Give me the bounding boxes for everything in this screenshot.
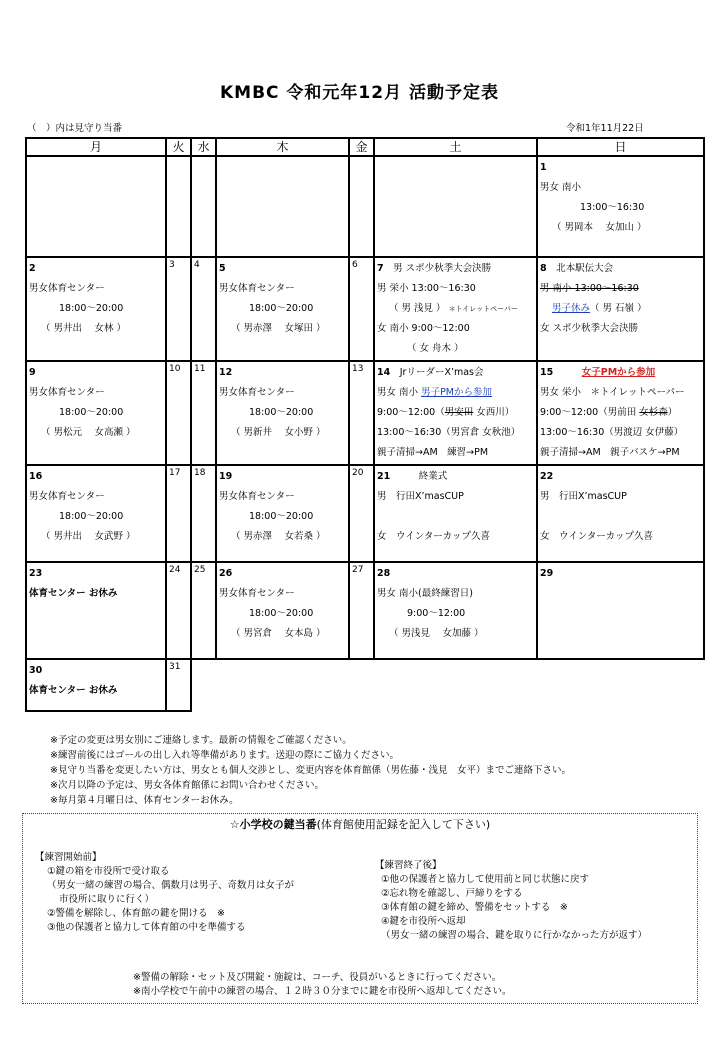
event-title: 終業式 — [418, 471, 448, 482]
day-number: 15 — [540, 367, 554, 378]
week-row-1 — [26, 156, 704, 257]
day-number: 28 — [377, 568, 391, 579]
day-cell — [191, 156, 216, 257]
day-number: 20 — [352, 468, 364, 478]
day-cell — [216, 156, 349, 257]
day-cell-20 — [349, 465, 374, 562]
issue-date: 令和1年11月22日 — [566, 123, 644, 134]
event-title: 北本駅伝大会 — [556, 263, 614, 274]
event-line: 男女体育センター — [29, 283, 105, 294]
day-number: 17 — [169, 468, 181, 478]
day-cell-23 — [26, 562, 166, 659]
day-number: 22 — [540, 471, 554, 482]
event-time: 13:00〜16:30（男渡辺 女伊藤） — [540, 427, 684, 438]
duty-note: （ ）内は見守り当番 — [27, 123, 123, 134]
event-line: 女 南小 9:00〜12:00 — [377, 323, 470, 334]
event-duty: （ 男新井 女小野 ） — [231, 427, 326, 438]
day-cell-31 — [166, 659, 191, 711]
week-row-4 — [26, 465, 704, 562]
day-number: 26 — [219, 568, 233, 579]
day-number: 4 — [194, 260, 200, 270]
footnote-line: ※南小学校で午前中の練習の場合、１２時３０分までに鍵を市役所へ返却してください。 — [133, 986, 512, 997]
day-cell-7 — [374, 257, 537, 361]
event-line: 女 スポ少秋季大会決勝 — [540, 323, 639, 334]
before-step: ③他の保護者と協力して体育館の中を準備する — [47, 922, 246, 933]
duty-cancelled: 女杉森 — [639, 407, 668, 418]
key-duty-footnotes — [133, 971, 511, 999]
after-step: （男女一緒の練習の場合、鍵を取りに行かなかった方が返す） — [381, 930, 648, 941]
weekday-mon: 月 — [26, 138, 166, 156]
day-number: 1 — [540, 162, 547, 173]
event-duty: （ 女 舟木 ） — [407, 343, 464, 354]
weekday-sun: 日 — [537, 138, 704, 156]
day-number: 2 — [29, 263, 36, 274]
note-line: ※練習前後にはゴールの出し入れ等準備があります。送迎の際にご協力ください。 — [50, 750, 400, 761]
event-note: ＊トイレットペーパー — [448, 305, 518, 313]
event-duty: （ 男松元 女高瀬 ） — [41, 427, 136, 438]
event-line: 男女体育センター — [219, 588, 295, 599]
event-line: 女 ウインターカップ久喜 — [377, 531, 491, 542]
footnote-line: ※警備の解除・セット及び開錠・施錠は、コーチ、役員がいるときに行ってください。 — [133, 972, 502, 983]
day-cell-15 — [537, 361, 704, 465]
blank-cell — [349, 659, 374, 711]
event-time: 18:00〜20:00 — [249, 303, 314, 314]
event-line: 男女 栄小 ＊トイレットペーパー — [540, 387, 685, 398]
day-cell — [26, 156, 166, 257]
note-line: ※予定の変更は男女別にご連絡します。最新の情報をご確認ください。 — [50, 735, 352, 746]
before-step: ①鍵の箱を市役所で受け取る — [47, 866, 170, 877]
before-practice — [35, 851, 294, 935]
closed-notice: 体育センター お休み — [29, 588, 118, 599]
day-number: 24 — [169, 565, 181, 575]
day-cell-8 — [537, 257, 704, 361]
event-line: 親子清掃→AM 練習→PM — [377, 447, 489, 458]
weekday-thu: 木 — [216, 138, 349, 156]
day-cell-1 — [537, 156, 704, 257]
boys-off-label: 男子休み — [552, 303, 591, 314]
day-number: 6 — [352, 260, 358, 270]
event-line: 男 行田X’masCUP — [540, 491, 627, 502]
day-cell-30 — [26, 659, 166, 711]
after-step: ③体育館の鍵を締め、警備をセットする ※ — [381, 902, 568, 913]
event-duty: （ 男岡本 女加山 ） — [552, 222, 647, 233]
key-duty-title-bold: ☆小学校の鍵当番 — [229, 818, 317, 831]
girls-pm-label: 女子PMから参加 — [581, 367, 656, 378]
day-number: 19 — [219, 471, 233, 482]
event-line: 女 ウインターカップ久喜 — [540, 531, 654, 542]
day-number: 25 — [194, 565, 206, 575]
day-number: 29 — [540, 568, 554, 579]
event-duty: （ 男浅見 女加藤 ） — [389, 628, 484, 639]
event-duty: （ 男井出 女武野 ） — [41, 531, 136, 542]
blank-cell — [537, 659, 704, 711]
event-duty: （ 男 浅見 ） — [389, 303, 446, 314]
after-step: ②忘れ物を確認し、戸締りをする — [381, 888, 523, 899]
week-row-6 — [26, 659, 704, 711]
day-cell-25 — [191, 562, 216, 659]
day-cell-19 — [216, 465, 349, 562]
event-time: 18:00〜20:00 — [59, 511, 124, 522]
boys-pm-label: 男子PMから参加 — [421, 387, 492, 398]
key-duty-title — [23, 816, 697, 832]
day-number: 16 — [29, 471, 43, 482]
day-cell-12 — [216, 361, 349, 465]
week-row-5 — [26, 562, 704, 659]
weekday-wed: 水 — [191, 138, 216, 156]
day-cell-5 — [216, 257, 349, 361]
event-time: 9:00〜12:00 — [407, 608, 466, 619]
event-line: 男女 南小 — [540, 182, 582, 193]
day-number: 5 — [219, 263, 226, 274]
day-number: 30 — [29, 665, 43, 676]
event-duty: （ 男井出 女林 ） — [41, 323, 127, 334]
day-number: 7 — [377, 263, 384, 274]
event-line: 男女体育センター — [219, 283, 295, 294]
blank-cell — [191, 659, 216, 711]
note-line: ※毎月第４月曜日は、体育センターお休み。 — [50, 795, 239, 806]
event-line: 親子清掃→AM 親子バスケ→PM — [540, 447, 680, 458]
event-duty: （ 男宮倉 女本島 ） — [231, 628, 326, 639]
day-cell-4 — [191, 257, 216, 361]
day-cell-28 — [374, 562, 537, 659]
event-duty: （ 男 石嶺 ） — [590, 303, 647, 314]
event-time: 18:00〜20:00 — [59, 407, 124, 418]
day-number: 12 — [219, 367, 233, 378]
day-cell-18 — [191, 465, 216, 562]
closed-notice: 体育センター お休み — [29, 685, 118, 696]
day-cell-16 — [26, 465, 166, 562]
before-step: 市役所に取りに行く） — [59, 894, 155, 905]
day-cell-9 — [26, 361, 166, 465]
event-line: 男女体育センター — [29, 491, 105, 502]
event-line: 男女 南小 — [377, 387, 419, 398]
day-cell-3 — [166, 257, 191, 361]
day-cell — [374, 156, 537, 257]
day-number: 3 — [169, 260, 175, 270]
blank-cell — [216, 659, 349, 711]
after-step: ④鍵を市役所へ返却 — [381, 916, 466, 927]
before-step: （男女一緒の練習の場合、偶数月は男子、奇数月は女子が — [47, 880, 295, 891]
day-cell-6 — [349, 257, 374, 361]
event-time: 18:00〜20:00 — [249, 608, 314, 619]
day-cell-21 — [374, 465, 537, 562]
after-practice — [375, 859, 647, 943]
day-number: 18 — [194, 468, 206, 478]
event-time: 13:00〜16:30 — [580, 202, 645, 213]
day-cell-27 — [349, 562, 374, 659]
event-time: 18:00〜20:00 — [249, 407, 314, 418]
event-time: 9:00〜12:00（男前田 — [540, 407, 637, 418]
day-cell-11 — [191, 361, 216, 465]
event-duty: 女西川） — [476, 407, 515, 418]
day-cell — [166, 156, 191, 257]
duty-cancelled: 男安田 — [444, 407, 474, 418]
day-number: 11 — [194, 364, 206, 374]
weekday-fri: 金 — [349, 138, 374, 156]
note-line: ※見守り当番を変更したい方は、男女とも個人交渉とし、変更内容を体育館係（男佐藤・浅見 女平）までご連絡下さい。 — [50, 765, 571, 776]
event-line-cancelled: 男 南小 13:00〜16:30 — [540, 283, 639, 294]
event-line: 男女体育センター — [219, 387, 295, 398]
weekday-sat: 土 — [374, 138, 537, 156]
event-line: 男 栄小 13:00〜16:30 — [377, 283, 476, 294]
day-cell-17 — [166, 465, 191, 562]
week-row-2 — [26, 257, 704, 361]
day-cell-13 — [349, 361, 374, 465]
event-time: 9:00〜12:00（ — [377, 407, 445, 418]
day-number: 9 — [29, 367, 36, 378]
before-step: ②警備を解除し、体育館の鍵を開ける ※ — [47, 908, 225, 919]
week-row-3 — [26, 361, 704, 465]
day-number: 10 — [169, 364, 181, 374]
blank-cell — [374, 659, 537, 711]
day-number: 14 — [377, 367, 391, 378]
key-duty-box — [22, 813, 698, 1004]
event-time: 18:00〜20:00 — [249, 511, 314, 522]
event-duty: ） — [667, 407, 678, 418]
day-number: 27 — [352, 565, 364, 575]
day-number: 8 — [540, 263, 547, 274]
day-cell — [349, 156, 374, 257]
key-duty-title-rest: (体育館使用記録を記入して下さい) — [316, 818, 491, 831]
page-title: KMBC 令和元年12月 活動予定表 — [219, 83, 500, 103]
event-time: 13:00〜16:30（男宮倉 女秋池） — [377, 427, 521, 438]
day-cell-2 — [26, 257, 166, 361]
before-title: 【練習開始前】 — [35, 852, 102, 863]
day-cell-26 — [216, 562, 349, 659]
event-title: JrリーダーX’mas会 — [399, 367, 484, 378]
note-line: ※次月以降の予定は、男女各体育館係にお問い合わせください。 — [50, 780, 324, 791]
weekday-tue: 火 — [166, 138, 191, 156]
event-line: 男女 南小(最終練習日) — [377, 588, 473, 599]
event-title: 男 スポ少秋季大会決勝 — [393, 263, 492, 274]
event-duty: （ 男赤澤 女若桑 ） — [231, 531, 326, 542]
calendar-table — [25, 137, 705, 712]
day-number: 23 — [29, 568, 43, 579]
notes-section — [50, 733, 571, 808]
day-number: 31 — [169, 662, 181, 672]
day-number: 13 — [352, 364, 364, 374]
weekday-header-row — [26, 138, 704, 156]
day-cell-22 — [537, 465, 704, 562]
event-line: 男女体育センター — [29, 387, 105, 398]
after-title: 【練習終了後】 — [375, 860, 442, 871]
day-cell-29 — [537, 562, 704, 659]
day-cell-24 — [166, 562, 191, 659]
day-number: 21 — [377, 471, 391, 482]
day-cell-14 — [374, 361, 537, 465]
event-line: 男女体育センター — [219, 491, 295, 502]
event-duty: （ 男赤澤 女塚田 ） — [231, 323, 326, 334]
event-line: 男 行田X’masCUP — [377, 491, 464, 502]
day-cell-10 — [166, 361, 191, 465]
after-step: ①他の保護者と協力して使用前と同じ状態に戻す — [381, 874, 590, 885]
event-time: 18:00〜20:00 — [59, 303, 124, 314]
